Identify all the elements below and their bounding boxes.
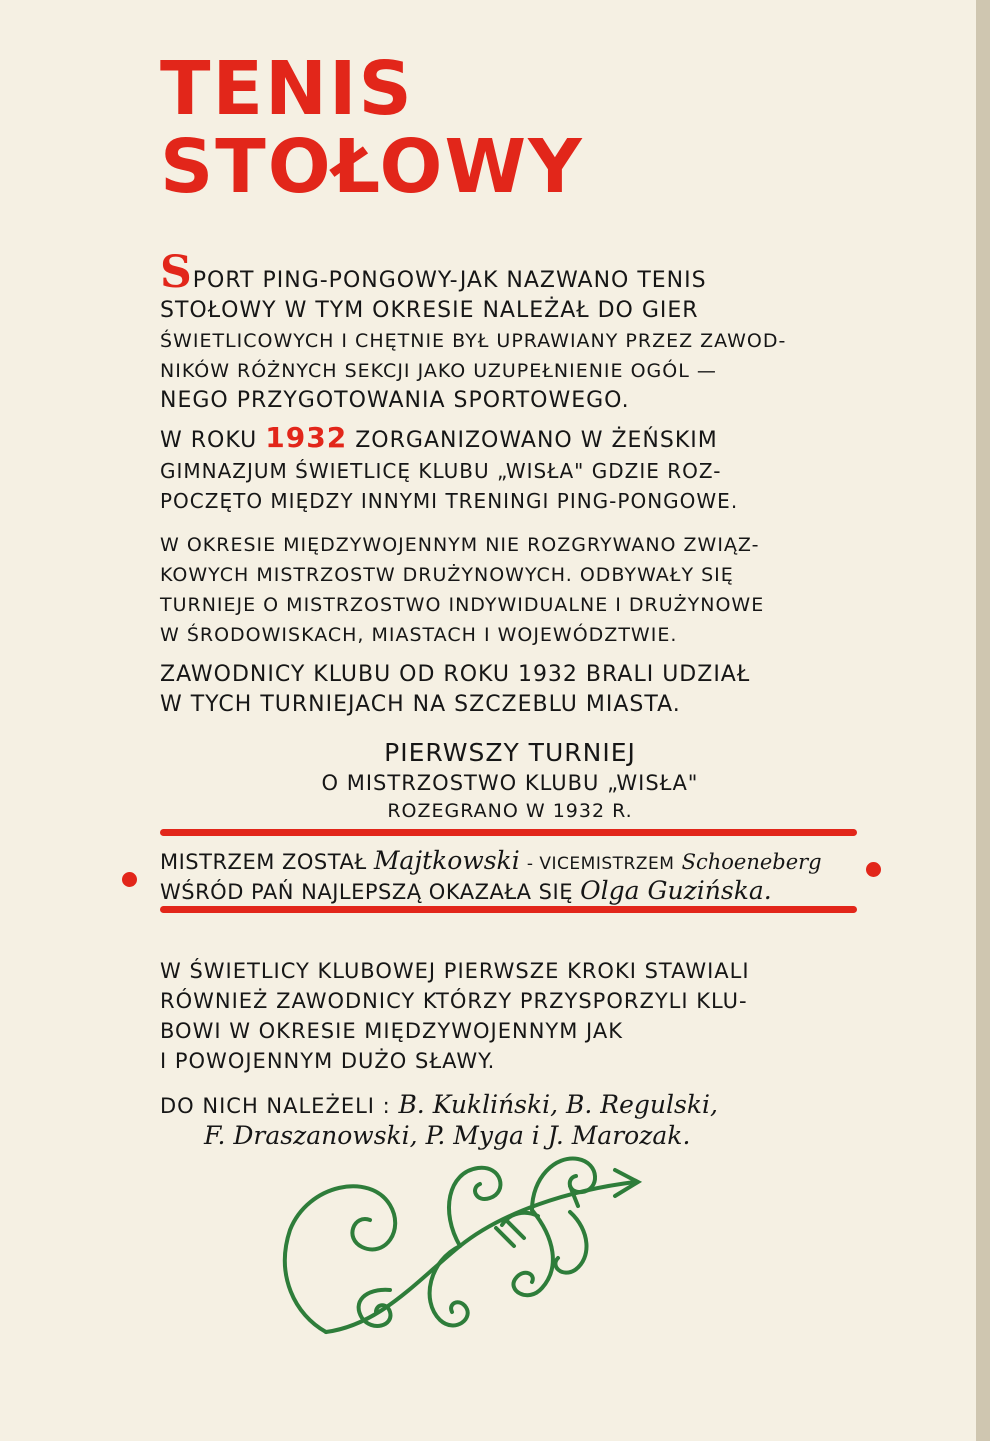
players-line: ZAWODNICY KLUBU OD ROKU 1932 BRALI UDZIAŁ xyxy=(160,662,751,687)
members-names-2: F. Draszanowski, P. Myga i J. Marozak. xyxy=(204,1121,691,1150)
interwar-line: KOWYCH MISTRZOSTW DRUŻYNOWYCH. ODBYWAŁY SIĘ xyxy=(160,564,734,586)
women-champion-name: Olga Guzińska. xyxy=(580,876,772,905)
clubroom-line: I POWOJENNYM DUŻO SŁAWY. xyxy=(160,1049,496,1073)
intro-paragraph xyxy=(160,247,787,416)
title-line-2: STOŁOWY xyxy=(160,124,584,210)
interwar-line: W ŚRODOWISKACH, MIASTACH I WOJEWÓDZTWIE. xyxy=(160,624,678,646)
tournament-heading: PIERWSZY TURNIEJ xyxy=(384,738,636,767)
champions-line-2 xyxy=(160,876,772,907)
founding-paragraph xyxy=(160,423,738,516)
clubroom-line: RÓWNIEŻ ZAWODNICY KTÓRZY PRZYSPORZYLI KLU- xyxy=(160,989,748,1013)
clubroom-line: W ŚWIETLICY KLUBOWEJ PIERWSZE KROKI STAWIALI xyxy=(160,959,750,983)
title-line-1: TENIS xyxy=(160,46,414,132)
drop-cap: S xyxy=(160,247,193,298)
intro-line: STOŁOWY W TYM OKRESIE NALEŻAŁ DO GIER xyxy=(160,298,699,323)
champion-name: Majtkowski xyxy=(373,846,520,875)
red-rule-top xyxy=(160,829,857,836)
interwar-line: TURNIEJE O MISTRZOSTWO INDYWIDUALNE I DRUŻYNOWE xyxy=(160,594,765,616)
members-prefix: DO NICH NALEŻELI : xyxy=(160,1094,391,1118)
players-paragraph xyxy=(160,660,750,720)
interwar-paragraph xyxy=(160,530,764,650)
red-rule-bottom xyxy=(160,906,857,913)
red-dot-right xyxy=(866,862,881,877)
clubroom-paragraph xyxy=(160,956,750,1076)
tournament-subheading: O MISTRZOSTWO KLUBU „WISŁA" xyxy=(321,771,699,795)
tournament-date: ROZEGRANO W 1932 R. xyxy=(387,800,633,822)
founding-year: 1932 xyxy=(265,421,348,454)
champions-line-1 xyxy=(160,846,822,879)
women-champion-prefix: WŚRÓD PAŃ NAJLEPSZĄ OKAZAŁA SIĘ xyxy=(160,880,573,904)
intro-line: PORT PING-PONGOWY-JAK NAZWANO TENIS xyxy=(192,268,707,293)
members-paragraph xyxy=(160,1090,718,1152)
vice-champion-name: Schoeneberg xyxy=(681,850,822,874)
founding-line: GIMNAZJUM ŚWIETLICĘ KLUBU „WISŁA" GDZIE ROZ- xyxy=(160,459,722,483)
interwar-line: W OKRESIE MIĘDZYWOJENNYM NIE ROZGRYWANO ZWIĄZ- xyxy=(160,534,760,556)
clubroom-line: BOWI W OKRESIE MIĘDZYWOJENNYM JAK xyxy=(160,1019,623,1043)
intro-line: ŚWIETLICOWYCH I CHĘTNIE BYŁ UPRAWIANY PRZEZ ZAWOD- xyxy=(160,330,787,352)
intro-line: NIKÓW RÓŻNYCH SEKCJI JAKO UZUPEŁNIENIE OGÓL — xyxy=(160,360,717,382)
members-names-1: B. Kukliński, B. Regulski, xyxy=(398,1090,718,1119)
vice-champion-prefix: - VICEMISTRZEM xyxy=(526,854,675,874)
founding-line: POCZĘTO MIĘDZY INNYMI TRENINGI PING-PONGOWE. xyxy=(160,489,739,513)
players-line: W TYCH TURNIEJACH NA SZCZEBLU MIASTA. xyxy=(160,692,681,717)
green-ornament-icon xyxy=(270,1150,690,1350)
founding-post: ZORGANIZOWANO W ŻEŃSKIM xyxy=(355,428,718,453)
intro-line: NEGO PRZYGOTOWANIA SPORTOWEGO. xyxy=(160,388,630,413)
champion-prefix: MISTRZEM ZOSTAŁ xyxy=(160,850,367,874)
founding-pre: W ROKU xyxy=(160,428,258,453)
red-dot-left xyxy=(122,872,137,887)
